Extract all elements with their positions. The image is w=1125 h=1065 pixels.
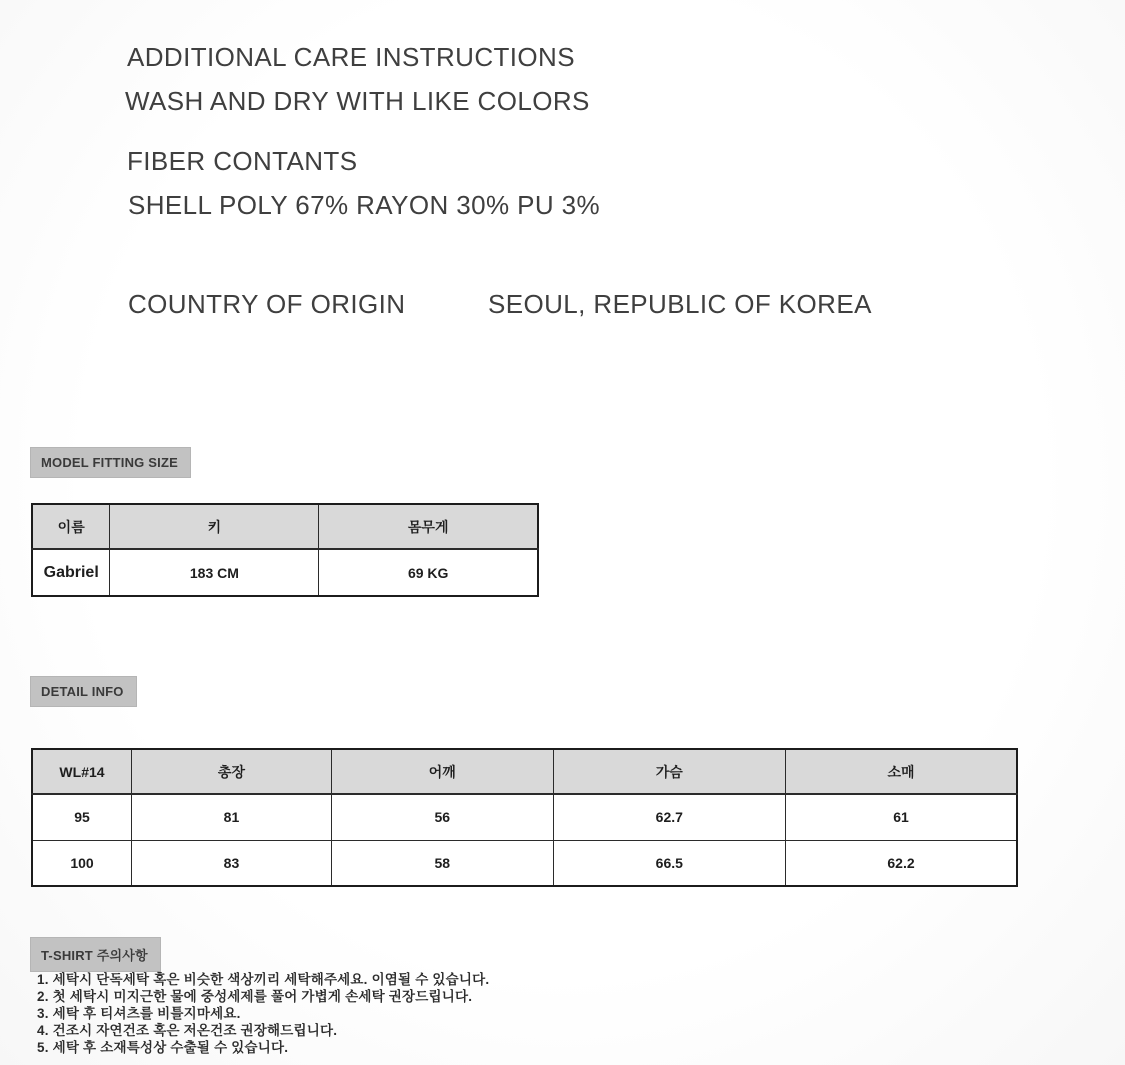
detail-cell: 62.2 bbox=[786, 840, 1017, 886]
care-note-item: 1. 세탁시 단독세탁 혹은 비슷한 색상끼리 세탁해주세요. 이염될 수 있습니다. bbox=[37, 972, 490, 987]
detail-header-size: WL#14 bbox=[32, 749, 131, 794]
care-note-item: 5. 세탁 후 소재특성상 수출될 수 있습니다. bbox=[37, 1040, 289, 1055]
table-header-row bbox=[32, 504, 538, 549]
table-row bbox=[32, 794, 1017, 840]
detail-cell: 66.5 bbox=[553, 840, 785, 886]
care-notes-list bbox=[37, 971, 489, 1056]
model-height-cell: 183 CM bbox=[110, 549, 319, 596]
detail-header-chest: 가슴 bbox=[553, 749, 785, 794]
care-instructions-line2: WASH AND DRY WITH LIKE COLORS bbox=[125, 86, 590, 116]
detail-info-label: DETAIL INFO bbox=[30, 676, 137, 707]
detail-info-table bbox=[31, 748, 1018, 887]
model-fitting-size-label: MODEL FITTING SIZE bbox=[30, 447, 191, 478]
model-fitting-table bbox=[31, 503, 539, 597]
model-weight-cell: 69 KG bbox=[319, 549, 538, 596]
detail-cell: 62.7 bbox=[553, 794, 785, 840]
care-note-item: 4. 건조시 자연건조 혹은 저온건조 권장해드립니다. bbox=[37, 1023, 338, 1038]
care-note-item: 3. 세탁 후 티셔츠를 비틀지마세요. bbox=[37, 1006, 241, 1021]
model-header-height: 키 bbox=[110, 504, 319, 549]
detail-cell: 61 bbox=[786, 794, 1017, 840]
detail-cell: 83 bbox=[131, 840, 331, 886]
model-name-cell: Gabriel bbox=[32, 549, 110, 596]
country-of-origin-label: COUNTRY OF ORIGIN bbox=[128, 289, 406, 319]
detail-cell: 100 bbox=[32, 840, 131, 886]
table-row bbox=[32, 549, 538, 596]
model-header-name: 이름 bbox=[32, 504, 110, 549]
country-of-origin-value: SEOUL, REPUBLIC OF KOREA bbox=[488, 289, 872, 319]
care-note-item: 2. 첫 세탁시 미지근한 물에 중성세제를 풀어 가볍게 손세탁 권장드립니다. bbox=[37, 989, 473, 1004]
fiber-contents-title: FIBER CONTANTS bbox=[127, 146, 358, 176]
care-instructions-line1: ADDITIONAL CARE INSTRUCTIONS bbox=[127, 42, 575, 72]
table-header-row bbox=[32, 749, 1017, 794]
detail-cell: 95 bbox=[32, 794, 131, 840]
model-header-weight: 몸무게 bbox=[319, 504, 538, 549]
detail-header-shoulder: 어깨 bbox=[331, 749, 553, 794]
detail-cell: 58 bbox=[331, 840, 553, 886]
fiber-contents-value: SHELL POLY 67% RAYON 30% PU 3% bbox=[128, 190, 601, 220]
detail-header-length: 총장 bbox=[131, 749, 331, 794]
detail-header-sleeve: 소매 bbox=[786, 749, 1017, 794]
detail-cell: 56 bbox=[331, 794, 553, 840]
table-row bbox=[32, 840, 1017, 886]
detail-cell: 81 bbox=[131, 794, 331, 840]
tshirt-caution-label: T-SHIRT 주의사항 bbox=[30, 937, 161, 972]
